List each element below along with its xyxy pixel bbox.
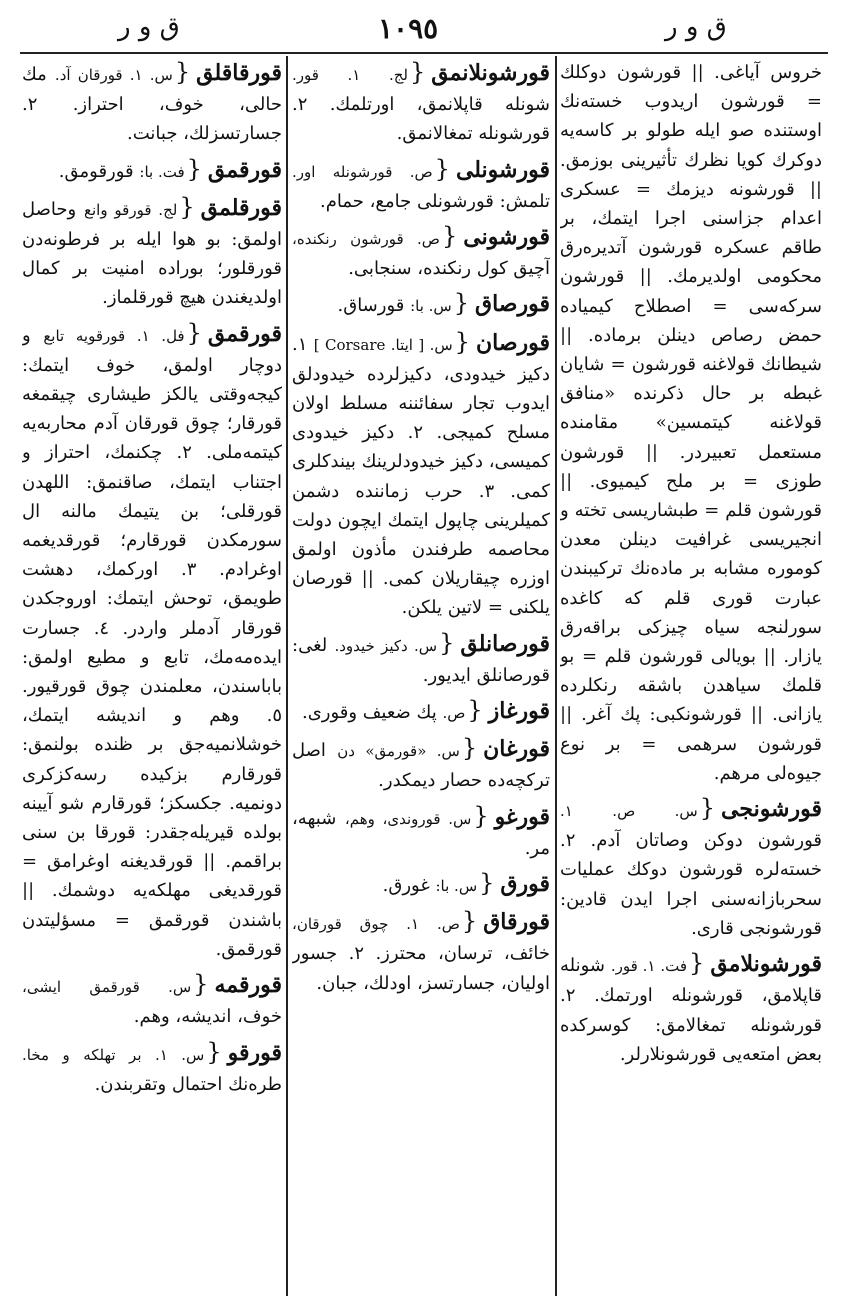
brace-mark: { <box>186 154 202 183</box>
dictionary-entry <box>560 58 822 788</box>
entry-headword: قورشونی <box>463 224 550 251</box>
entry-headword: قورقلمق <box>200 194 282 221</box>
column-left <box>22 58 282 1296</box>
entry-grammar-label: ص. <box>442 704 466 723</box>
brace-mark: { <box>441 222 458 251</box>
dictionary-entry <box>22 155 282 187</box>
entry-headword: قورقو <box>227 1039 282 1066</box>
entry-definition: قورشون دوکن وصاتان آدم. ٢. خسته‌لره قورشون دوکك عملیات سحربازانه‌سنی اجرا ایدن قادین: قورشونجی قاری. <box>560 830 822 939</box>
entry-definition: خائف، ترسان، محترز. ٢. جسور اولیان، جسارتسز، اودلك، جبان. <box>292 943 550 994</box>
entry-grammar-label: س. قوروندی، وهم، <box>344 809 472 828</box>
brace-mark: { <box>454 327 470 356</box>
dictionary-entry <box>292 802 550 863</box>
entry-definition: پك ضعیف وقوری. <box>301 702 437 724</box>
entry-grammar-label: س. با: <box>435 877 478 896</box>
entry-grammar-label: س. دکیز خیدود. <box>334 636 438 655</box>
entry-grammar-label: س. ١. بر تهلکه و مخا. <box>22 1045 205 1064</box>
brace-mark: { <box>461 907 478 936</box>
dictionary-entry <box>22 970 282 1031</box>
entry-headword: قورقمق <box>207 320 282 347</box>
entry-headword: قورصانلق <box>460 630 550 657</box>
brace-mark: { <box>453 289 470 318</box>
column-divider-left <box>286 56 288 1296</box>
dictionary-entry <box>560 949 822 1069</box>
entry-grammar-label: لج. ١. قور. <box>292 66 408 84</box>
entry-grammar-label: س. «قورمق» دن <box>337 742 460 761</box>
entry-definition: آچیق کول رنکنده، سنجابی. <box>348 258 550 280</box>
entry-grammar-label: س. ص. ١. <box>560 802 698 821</box>
brace-mark: { <box>689 949 705 978</box>
entry-grammar-label: س. قورقمق ایشی، <box>22 978 192 997</box>
brace-mark: { <box>193 970 209 999</box>
header-left-letters: ق و ر <box>118 12 180 42</box>
brace-mark: { <box>439 628 455 657</box>
entry-definition: شونله قاپلامق، قورشونله اورتمك. ٢. قورشونله تمغالامق: کوسرکده بعض امتعه‌یی قورشونلارلر. <box>560 955 822 1065</box>
entry-definition: ١. دکیز خیدودی، دکیزلرده خیدودلق ایدوب تجار سفائننه مسلط اولان مسلح کمیجی. ٢. دکیز خیدودی کمیسی، دکیز خیدودلرینك بیندکلری کمی. ٣. حرب زماننده دشمن کمیلرینی چاپول ایتمك ایچون دولت محاصمه طرفندن مأذون اولمق اوزره چیقاریلان کمی. || قورصان یلکنی = لاتین یلکن. <box>292 333 550 619</box>
column-divider-right <box>555 56 557 1296</box>
entry-definition: وحاصل اولمق: بو هوا ایله بر فرطونه‌دن قورقلور؛ بوراده امنیت بر کمال اولدیغندن هیچ قورقلماز. <box>22 198 282 309</box>
entry-headword: قورقمق <box>207 156 282 183</box>
brace-mark: { <box>434 154 450 183</box>
dictionary-entry <box>22 319 282 964</box>
dictionary-entry <box>292 328 550 623</box>
entry-definition: لغی: قورصانلق ایدیور. <box>292 634 550 686</box>
dictionary-entry <box>292 696 550 728</box>
dictionary-entry <box>292 734 550 795</box>
entry-headword: قورشونلامق <box>710 951 822 978</box>
brace-mark: { <box>479 869 495 898</box>
entry-grammar-label: ص. ١. چوق قورقان، <box>292 915 460 934</box>
entry-headword: قورغان <box>483 736 550 763</box>
entry-definition: خروس آیاغی. || قورشون دوکلك = قورشون اریدوب خسته‌نك اوستنده صو ایله طولو بر کاسه‌یه دوکرك کویا نظرك تأثیرینی بوزمق. || قورشونه دیزمك = عسکری اعدام جزاسنی اجرا ایتمك، بر طاقم عسکره قورشون آتدیره‌رق محکومی اولدیرمك. || قورشون سرکه‌سی = اصطلاح کیمیاده حمض رصاص دینلن برماده. || شیطانك قولاغنه قورشون = شایان غبطه بر حال ذکرنده «منافق قولاغنه کیتمسین» مقامنده مستعمل تعبیردر. || قورشون طوزی = بر ملح کیمیوی. || قورشون قلم = طبشاریسی تخته و انجیریسی غرافیت دینلن معدن کوموره مشابه بر ماده‌نك ترکیبندن عبارت قوری قلم که کاغده سورلنجه سیاه چیزکی براقه‌رق یازار. || بویالی قورشون قلم = بو قلمك سیاهدن باشقه رنکلرده یازانی. || قورشونکبی: پك آغر. || قورشون سرهمی = بر نوع جیوه‌لی مرهم. <box>560 62 822 784</box>
brace-mark: { <box>467 696 483 725</box>
entry-grammar-label: س. ١. قورقان آد. <box>54 66 173 84</box>
entry-definition: شونله قاپلانمق، اورتلمك. ٢. قورشونله تمغالانمق. <box>292 94 550 145</box>
brace-mark: { <box>409 58 426 86</box>
dictionary-entry <box>292 155 550 216</box>
entry-definition: قورساق. <box>337 295 405 317</box>
brace-mark: { <box>206 1037 222 1066</box>
entry-definition: شبهه، مر. <box>292 807 550 859</box>
entry-headword: قورقمه <box>214 972 282 999</box>
dictionary-entry <box>292 629 550 690</box>
dictionary-entry <box>292 222 550 283</box>
header-rule <box>20 52 828 54</box>
entry-definition: اصل ترکچه‌ده حصار دیمکدر. <box>292 740 550 792</box>
entry-grammar-label: فت. با: <box>139 162 185 181</box>
dictionary-entry <box>22 58 282 149</box>
entry-definition: تلمش: قورشونلی جامع، حمام. <box>319 190 550 212</box>
entry-definition: قورقومق. <box>58 160 134 182</box>
entry-grammar-label: ص. قورشون رنکنده، <box>292 230 440 249</box>
brace-mark: { <box>461 734 478 763</box>
brace-mark: { <box>174 58 191 86</box>
dictionary-entry <box>22 1038 282 1099</box>
dictionary-entry <box>22 193 282 313</box>
dictionary-entry <box>292 907 550 998</box>
entry-headword: قورشونجی <box>721 796 822 823</box>
column-middle <box>292 58 550 1296</box>
entry-headword: قورصاق <box>475 291 550 318</box>
entry-grammar-label: لج. قورقو وانع <box>84 200 178 219</box>
dictionary-entry <box>292 58 550 149</box>
brace-mark: { <box>186 318 202 347</box>
entry-definition: مك حالی، خوف، احتراز. ٢. جسارتسزلك، جبانت. <box>22 64 282 145</box>
entry-grammar-label: ص. قورشونله اور. <box>292 162 433 181</box>
entry-headword: قورق <box>500 871 550 898</box>
entry-grammar-label: فل. ١. قورقویه تابع <box>43 326 185 345</box>
entry-grammar-label: س. [ ایتا. Corsare ] <box>313 335 453 354</box>
entry-headword: قورغو <box>494 803 550 830</box>
entry-definition: خوف، اندیشه، وهم. <box>133 1006 282 1028</box>
brace-mark: { <box>699 794 716 823</box>
entry-grammar-label: فت. ١. قور. <box>610 957 688 976</box>
entry-headword: قورقاقلق <box>196 60 282 86</box>
header-right-letters: ق و ر <box>665 12 727 42</box>
brace-mark: { <box>473 801 489 830</box>
entry-grammar-label: س. با: <box>410 297 452 316</box>
column-right <box>560 58 822 1296</box>
entry-headword: قورشونلی <box>455 156 550 183</box>
entry-headword: قورقاق <box>483 909 550 936</box>
dictionary-entry <box>292 289 550 321</box>
dictionary-entry <box>292 869 550 901</box>
entry-definition: طره‌نك احتمال وتقربندن. <box>94 1073 282 1095</box>
entry-headword: قورشونلانمق <box>431 60 550 86</box>
dictionary-entry <box>560 794 822 943</box>
entry-definition: و دوچار اولمق، خوف ایتمك: کیجه‌وقتی یالکز طیشاری چیقمغه قورقار؛ چوق قورقان آدم محاربه‌یه کیتمه‌ملی. ٢. چکنمك، احتراز و اجتناب ایتمك، صاقنمق: اللهدن قورقلی؛ بن یتیمك مالنه ال سورمکدن قورقارم؛ قورقدیغمه اوغرادم. ٣. اورکمك، دهشت طویمق، توحش ایتمك: اوروجکدن قورقار آدملر واردر. ٤. جسارت ایده‌مه‌مك، تابع و مطیع اولمق: باباسندن، معلمندن چوق قورقیور. ٥. وهم و اندیشه ایتمك، خوشلانمیه‌جق بر ظنده بولنمق: قورقارم بزکیده رسه‌کزکری دونمیه. جکسکز؛ قورقارم شو آیینه بولده قیریله‌جقدر: قورقا بن سنی براقمم. || قورقدیغنه اوغرامق = قورقدیغی مهلکه‌یه دوشمك. || باشندن قورقمق = مسؤلیتدن قورقمق. <box>22 324 282 960</box>
page-number: ١٠٩٥ <box>378 12 439 45</box>
entry-headword: قورصان <box>475 329 550 356</box>
entry-headword: قورغاز <box>488 698 550 725</box>
entry-definition: غورق. <box>382 875 430 897</box>
brace-mark: { <box>179 192 195 221</box>
